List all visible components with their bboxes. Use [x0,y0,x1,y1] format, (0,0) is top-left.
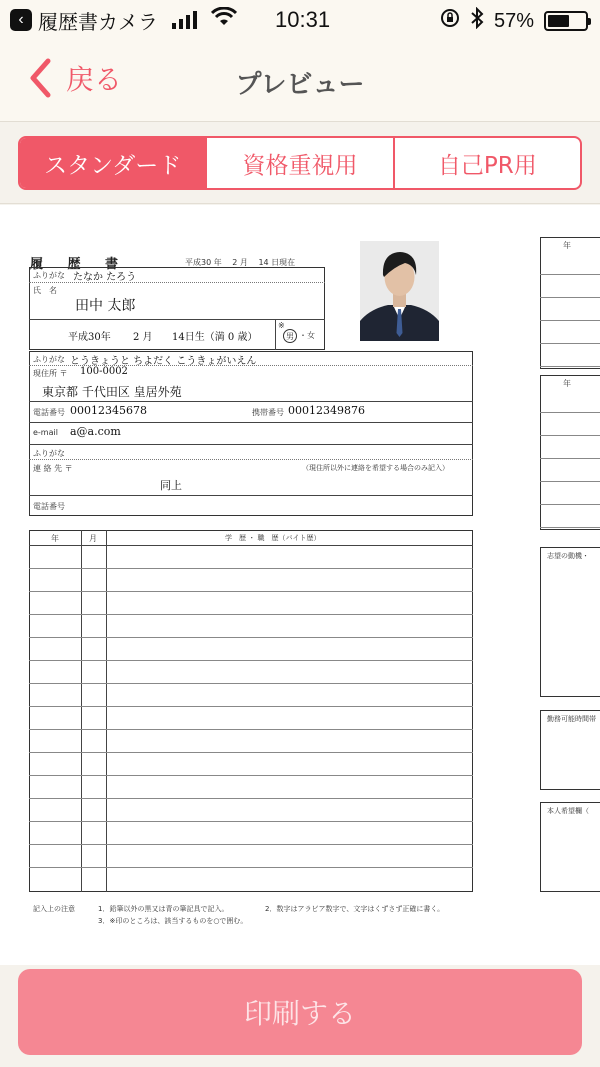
battery-percent: 57% [493,9,534,32]
contact-label: 連 絡 先 〒 [33,464,73,473]
table-row-line [540,274,600,275]
table-row-line [29,706,473,707]
history-month-header: 月 [89,534,97,543]
mobile-label: 携帯番号 [252,408,284,417]
history-table [29,530,473,892]
right-page-table-2 [540,375,600,530]
notes-label: 記入上の注意 [33,905,75,913]
birth-era: 平成30年 [68,332,111,343]
table-row-line [29,752,473,753]
template-selector-bar [0,122,600,204]
postal-code: 100-0002 [80,366,128,377]
table-row-line [540,481,600,482]
table-row-line [29,821,473,822]
contact-furigana-label: ふりがな [33,449,65,458]
table-row-line [29,844,473,845]
back-app-label[interactable]: 履歴書カメラ [38,9,158,34]
cellular-signal-icon [172,11,197,29]
furigana-name: たなか たろう [73,272,137,283]
back-to-app-icon[interactable]: ‹ [10,9,32,31]
table-row-line [29,729,473,730]
history-year-header: 年 [51,534,59,543]
applicant-photo [360,241,439,341]
table-row-line [29,614,473,615]
right-year-header-2: 年 [563,379,571,388]
birth-month: 2 月 [133,332,153,343]
table-row-line [29,798,473,799]
status-bar [0,0,600,40]
phone-label: 電話番号 [33,408,65,417]
table-row-line [540,504,600,505]
history-content-header: 学 歴 ・ 職 歴（バイト歴） [225,534,321,542]
table-row-line [540,366,600,367]
furigana-label: ふりがな [33,271,65,280]
tab-standard[interactable]: スタンダード [20,138,205,188]
table-row-line [29,637,473,638]
print-button[interactable]: 印刷する [18,969,582,1055]
mobile-value: 00012349876 [288,404,365,417]
tab-self-pr[interactable]: 自己PR用 [393,138,580,188]
battery-icon [544,11,588,31]
motive-box [540,547,600,697]
birth-day-age: 14日生（満 0 歳） [172,332,258,343]
contact-value: 同上 [160,479,182,492]
clock: 10:31 [275,7,331,32]
table-row-line [29,867,473,868]
page-title: プレビュー [235,70,365,100]
sex-male: 男 [283,329,297,343]
sex-note: ※ [278,321,285,330]
email-value: a@a.com [70,425,121,438]
contact-phone-label: 電話番号 [33,502,65,511]
resume-date: 平成30 年 2 月 14 日現在 [185,258,296,267]
wifi-icon [211,7,237,33]
table-row-line [540,320,600,321]
note-1: 1．鉛筆以外の黒又は青の筆記具で記入。 [98,905,229,913]
table-row-line [29,591,473,592]
address-value: 東京都 千代田区 皇居外苑 [42,385,182,399]
name-label: 氏 名 [33,286,57,295]
contact-note: （現住所以外に連絡を希望する場合のみ記入） [302,464,449,472]
tab-qualification[interactable]: 資格重視用 [205,138,392,188]
table-row-line [540,435,600,436]
table-row-line [540,297,600,298]
table-row-line [540,527,600,528]
table-row-line [540,458,600,459]
wishes-label: 本人希望欄（ [547,807,589,815]
table-row-line [29,660,473,661]
note-3: 3．※印のところは、該当するものを○で囲む。 [98,917,248,925]
full-name: 田中 太郎 [75,298,136,314]
address-furigana-label: ふりがな [33,355,65,364]
navigation-bar [0,40,600,122]
address-label: 現住所 〒 [33,369,68,378]
sex-female: 女 [307,331,315,340]
template-segmented-control [18,136,582,190]
table-row-line [29,775,473,776]
hours-label: 勤務可能時間帯 [547,715,596,723]
orientation-lock-icon [440,8,460,34]
resume-title: 履 歴 書 [30,257,129,272]
bottom-bar [0,965,600,1067]
bluetooth-icon [470,7,484,35]
table-row-line [29,568,473,569]
phone-value: 00012345678 [70,404,147,417]
address-furigana: とうきょうと ちよだく こうきょがいえん [70,356,257,367]
table-row-line [540,343,600,344]
right-year-header-1: 年 [563,241,571,250]
motive-label: 志望の動機・ [547,552,589,560]
right-page-table-1 [540,237,600,369]
back-label: 戻る [66,63,123,96]
table-row-line [540,412,600,413]
note-2: 2．数字はアラビア数字で、文字はくずさず正確に書く。 [265,905,445,913]
email-label: e-mail [33,428,58,437]
resume-preview[interactable]: 履 歴 書 平成30 年 2 月 14 日現在 ふりがな たなか たろう 氏 名 田中 太郎 平成30年 2 月 14日生（満 0 歳） ※ 男 ・ 女 ふりがな とうきょうと ちよだく こうきょがいえん 現住所 〒 100-0002 東京都 千代田区 皇居外苑 電話番号 00012345678 携帯番号 00012349876 e-mail a@a.com ふりがな 連 絡 先 〒 （現住所以外に連絡を希望する場合のみ記入） 同上 電話番号 年 月 学 歴 ・ 職 歴（バイト歴） 記入上の注意 1．鉛筆以外の黒又は青の筆記具で記入。 2．数字はアラビア数字で、文字はくずさず正確に書く。 3．※印のところは、該当するものを○で囲む。 年 年 志望の動機・ 勤務可能時間帯 本人希望欄（ [0,205,600,965]
table-row-line [29,683,473,684]
